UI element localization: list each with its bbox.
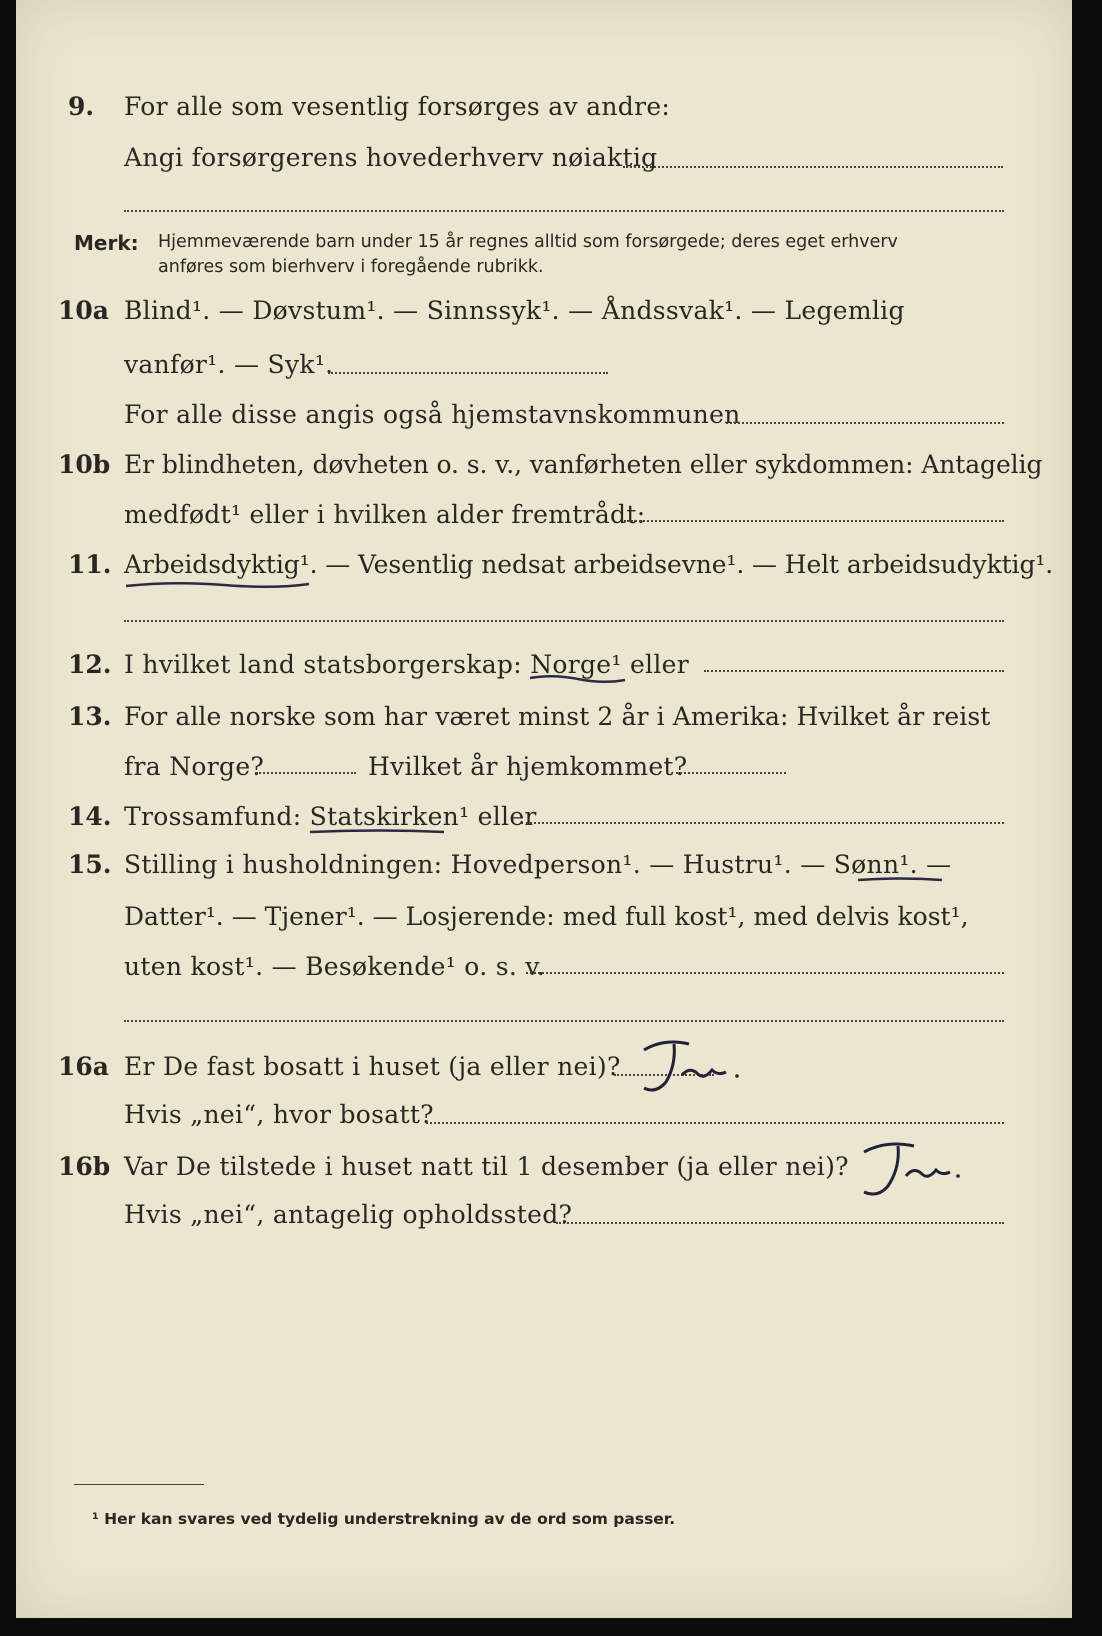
q12-answer-line[interactable] bbox=[704, 670, 1004, 672]
q13-line1: For alle norske som har været minst 2 år i Amerika: Hvilket år reist bbox=[124, 702, 991, 731]
question-number-15: 15. bbox=[68, 850, 112, 879]
q9-answer-line[interactable] bbox=[623, 166, 1003, 168]
q15-answer-line-2[interactable] bbox=[124, 1020, 1004, 1022]
q12-line1: I hvilket land statsborgerskap: Norge¹ eller bbox=[124, 650, 689, 679]
q15-line1: Stilling i husholdningen: Hovedperson¹. — Hustru¹. — Sønn¹. — bbox=[124, 850, 952, 879]
q10b-line2: medfødt¹ eller i hvilken alder fremtrådt: bbox=[124, 500, 646, 529]
q12-handwritten-underline bbox=[528, 672, 628, 686]
footnote: ¹ Her kan svares ved tydelig understrekning av de ord som passer. bbox=[92, 1510, 676, 1528]
q9-answer-line-2[interactable] bbox=[124, 210, 1004, 212]
q15-handwritten-underline bbox=[856, 874, 946, 886]
question-number-10a: 10a bbox=[58, 296, 109, 325]
note-line1: Hjemmeværende barn under 15 år regnes alltid som forsørgede; deres eget erhverv bbox=[158, 232, 898, 252]
q16a-line1: Er De fast bosatt i huset (ja eller nei)? bbox=[124, 1052, 621, 1081]
q10a-answer-line[interactable] bbox=[328, 372, 608, 374]
q11-answer-line[interactable] bbox=[124, 620, 1004, 622]
q9-line1: For alle som vesentlig forsørges av andre: bbox=[124, 92, 671, 121]
q10a-home-answer-line[interactable] bbox=[726, 422, 1004, 424]
census-form-page bbox=[16, 0, 1072, 1618]
q14-handwritten-underline bbox=[308, 826, 448, 838]
q16b-handwritten-answer bbox=[854, 1132, 964, 1202]
q16b-location-line[interactable] bbox=[556, 1222, 1004, 1224]
footnote-rule bbox=[74, 1484, 204, 1485]
question-number-11: 11. bbox=[68, 550, 112, 579]
question-number-9: 9. bbox=[68, 92, 95, 121]
q10a-line3: For alle disse angis også hjemstavnskommunen bbox=[124, 400, 741, 429]
q10b-answer-line[interactable] bbox=[624, 520, 1004, 522]
note-label: Merk: bbox=[74, 231, 139, 255]
q16a-handwritten-answer bbox=[634, 1030, 744, 1100]
question-number-12: 12. bbox=[68, 650, 112, 679]
q9-line2: Angi forsørgerens hovederhverv nøiaktig bbox=[124, 143, 658, 172]
q13-line2b: Hvilket år hjemkommet? bbox=[368, 752, 688, 781]
q15-line2: Datter¹. — Tjener¹. — Losjerende: med full kost¹, med delvis kost¹, bbox=[124, 902, 969, 931]
q15-answer-line[interactable] bbox=[526, 972, 1004, 974]
question-number-10b: 10b bbox=[58, 450, 111, 479]
q15-line3: uten kost¹. — Besøkende¹ o. s. v. bbox=[124, 952, 546, 981]
q10a-line2: vanfør¹. — Syk¹. bbox=[124, 350, 334, 379]
q14-answer-line[interactable] bbox=[521, 822, 1004, 824]
q13-return-year-line[interactable] bbox=[676, 772, 786, 774]
q16b-line1: Var De tilstede i huset natt til 1 desember (ja eller nei)? bbox=[124, 1152, 849, 1181]
question-number-13: 13. bbox=[68, 702, 112, 731]
question-number-16b: 16b bbox=[58, 1152, 111, 1181]
q14-line1: Trossamfund: Statskirken¹ eller bbox=[124, 802, 537, 831]
question-number-16a: 16a bbox=[58, 1052, 109, 1081]
q13-departure-year-line[interactable] bbox=[256, 772, 356, 774]
q16a-line2: Hvis „nei“, hvor bosatt? bbox=[124, 1100, 434, 1129]
q11-handwritten-underline bbox=[124, 578, 314, 592]
note-line2: anføres som bierhverv i foregående rubrikk. bbox=[158, 257, 544, 277]
q10b-line1: Er blindheten, døvheten o. s. v., vanførheten eller sykdommen: Antagelig bbox=[124, 450, 1043, 479]
q16b-line2: Hvis „nei“, antagelig opholdssted? bbox=[124, 1200, 573, 1229]
question-number-14: 14. bbox=[68, 802, 112, 831]
q16a-address-line[interactable] bbox=[426, 1122, 1004, 1124]
q11-line1: Arbeidsdyktig¹. — Vesentlig nedsat arbeidsevne¹. — Helt arbeidsudyktig¹. bbox=[124, 550, 1054, 579]
q10a-line1: Blind¹. — Døvstum¹. — Sinnssyk¹. — Åndssvak¹. — Legemlig bbox=[124, 296, 905, 325]
q13-line2a: fra Norge? bbox=[124, 752, 265, 781]
